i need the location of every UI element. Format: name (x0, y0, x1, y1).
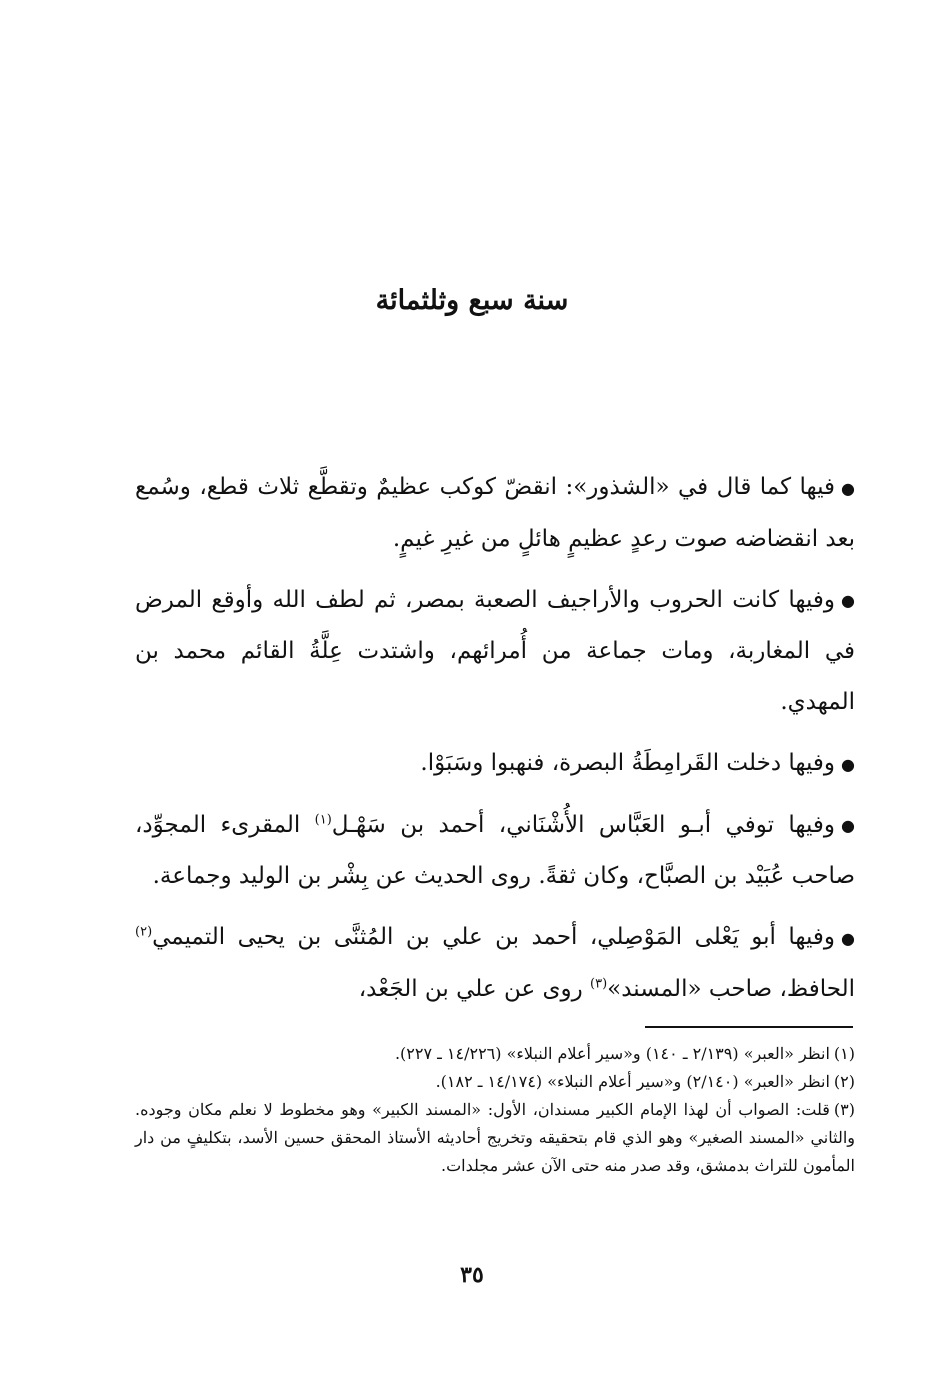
page-number: ٣٥ (460, 1262, 484, 1288)
paragraph-text: وفيها توفي أبـو العَبَّاس الأُشْنَاني، أحمد بن سَهْـل (331, 811, 836, 838)
paragraph (135, 912, 855, 1015)
bullet-icon: ● (841, 754, 855, 774)
bullet-icon: ● (841, 928, 855, 948)
bullet-icon: ● (841, 816, 855, 835)
footnote-text: انظر «العبر» (٢/١٤٠) و«سير أعلام النبلاء» (١٤/١٧٤ ـ ١٨٢). (435, 1072, 830, 1091)
paragraph-text: وفيها دخلت القَرامِطَةُ البصرة، فنهبوا وسَبَوْا. (420, 750, 836, 776)
footnote-divider (645, 1026, 853, 1028)
footnotes (135, 1040, 855, 1180)
paragraph-text: المقرىء المجوِّد، صاحب عُبَيْد بن الصبَّاح، وكان ثقةً. روى الحديث عن بِشْر بن الوليد وجماعة. (135, 811, 855, 889)
footnote-ref[interactable]: (١) (314, 811, 332, 827)
chapter-title: سنة سبع وثلثمائة (375, 285, 569, 316)
paragraph (135, 575, 855, 729)
bullet-icon: ● (841, 478, 855, 498)
paragraph (135, 738, 855, 790)
footnote (135, 1096, 855, 1180)
paragraph-text: فيها كما قال في «الشذور»: انقضّ كوكب عظيمٌ وتقطَّع ثلاث قطع، وسُمع بعد انقضاضه صوت رعدٍ عظيمٍ هائلٍ من غيرِ غيمٍ. (135, 474, 855, 552)
footnote-text: قلت: الصواب أن لهذا الإمام الكبير مسندان، الأول: «المسند الكبير» وهو مخطوط لا نعلم مكان وجوده. والثاني «المسند الصغير» وهو الذي قام بتحقيقه وتخريج أحاديثه الأستاذ المحقق حسين الأسد، بتكليفٍ من دار المأمون للتراث بدمشق، وقد صدر منه حتى الآن عشر مجلدات. (135, 1100, 855, 1175)
paragraph-text: وفيها أبو يَعْلى المَوْصِلي، أحمد بن علي بن المُثنَّى بن يحيى التميمي (152, 924, 836, 950)
footnote-ref[interactable]: (٢) (135, 924, 153, 940)
paragraph (135, 462, 855, 565)
main-text (135, 462, 855, 1025)
footnote (135, 1040, 855, 1068)
footnote (135, 1068, 855, 1096)
footnote-ref[interactable]: (٣) (590, 975, 608, 991)
paragraph-text: وفيها كانت الحروب والأراجيف الصعبة بمصر، ثم لطف الله وأوقع المرض في المغاربة، ومات جماعة من أُمرائهم، واشتدت عِلَّةُ القائم محمد بن المهدي. (135, 586, 855, 715)
bullet-icon: ● (841, 591, 855, 610)
paragraph-text: الحافظ، صاحب «المسند» (607, 975, 855, 1002)
footnote-number: (٣) (833, 1100, 855, 1119)
paragraph-text: روى عن علي بن الجَعْد، (358, 975, 591, 1002)
footnote-number: (٢) (833, 1072, 855, 1091)
footnote-text: انظر «العبر» (٢/١٣٩ ـ ١٤٠) و«سير أعلام النبلاء» (١٤/٢٢٦ ـ ٢٢٧). (394, 1044, 830, 1063)
paragraph (135, 800, 855, 903)
footnote-number: (١) (833, 1044, 855, 1063)
